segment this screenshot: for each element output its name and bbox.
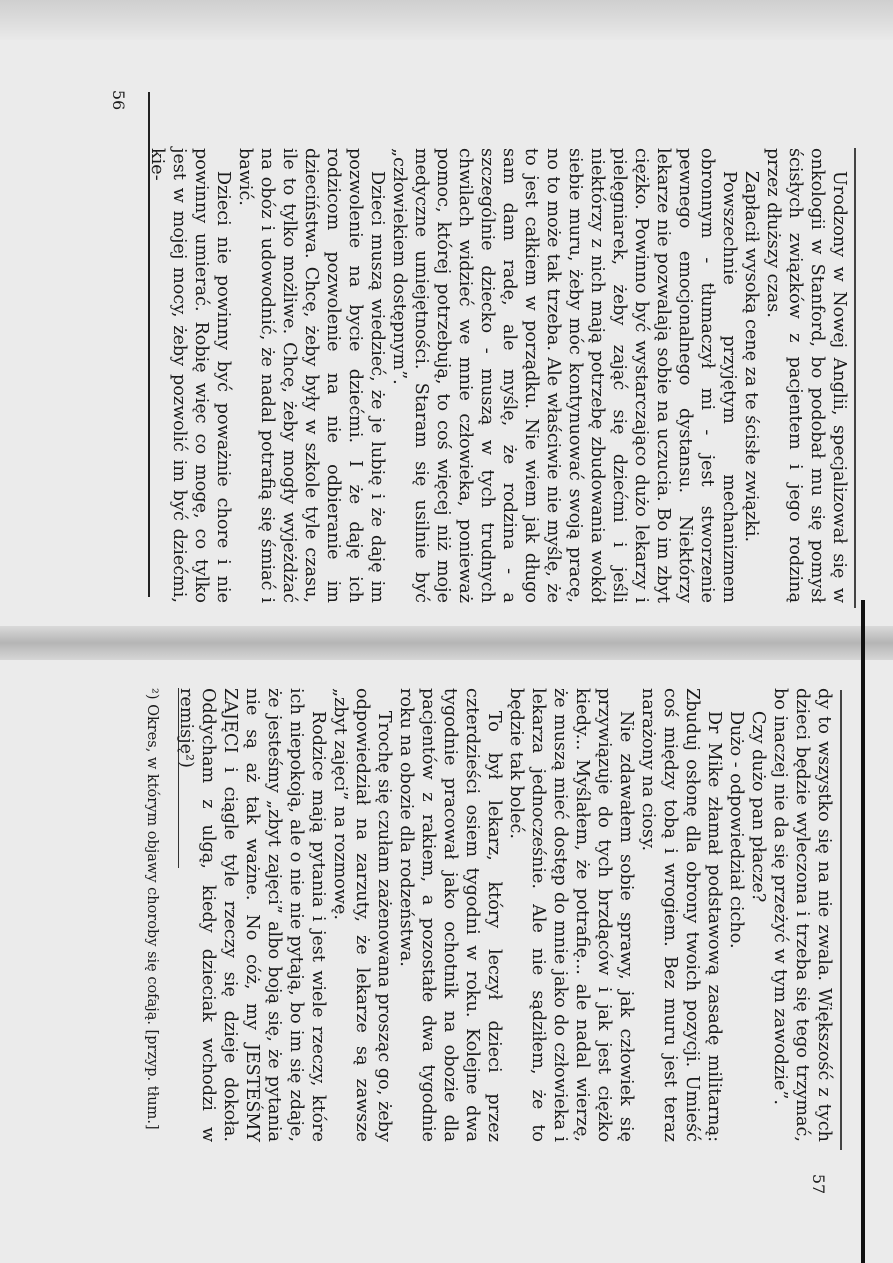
page-57-text [176, 688, 835, 1142]
footnote: ²) Okres, w którym objawy choroby się cofają. [przyp. tłum.] [144, 688, 160, 1130]
page-56-text [147, 148, 850, 603]
paragraph: Powszechnie przyjętym mechanizmem obronnym - tłumaczył mi - jest stworzenie pewnego emocjonalnego dystansu. Niektórzy lekarze nie pozwalają sobie na uczucia. Bo im zbyt ciężko. Powinno być wystarczająco dużo lekarzy i pielęgniarek, żeby zająć się dziećmi i jeśli niektórzy z nich mają potrzebę zbudowania wokół siebie muru, żeby móc kontynuować swoją pracę, no to może tak trzeba. Ale właściwie nie myślę, że to jest całkiem w porządku. Nie wiem jak długo sam dam radę, ale myślę, że rodzina - a szczególnie dziecko - muszą w tych trudnych chwilach widzieć we mnie człowieka, ponieważ pomoc, której potrzebują, to coś więcej niż moje medyczne umiejętności. Staram się usilnie być „człowiekiem dostępnym”. [389, 148, 739, 603]
paragraph: Zapłacił wysoką cenę za te ścisłe związki. [741, 170, 761, 543]
paragraph: Czy dużo pan płacze? [748, 710, 768, 903]
page-number-56: 56 [109, 89, 129, 111]
paragraph: To był lekarz, który leczył dzieci przez czterdzieści osiem tygodni w roku. Kolejne dwa tygodnie pracował jako ochotnik na obozie dla pacjentów z rakiem, a pozostałe dwa tygodnie roku na obozie dla rodzeństwa. [396, 688, 504, 1142]
paragraph: Dr Mike złamał podstawową zasadę militarną: Zbuduj osłonę dla obrony twoich pozycji. Umieść coś między tobą i wrogiem. Bez muru jest teraz narażony na ciosy. [638, 688, 724, 1142]
scan-shadow-top [0, 0, 893, 40]
paragraph: Rodzice mają pytania i jest wiele rzeczy, które ich niepokoją, ale o nie nie pytają, bo im się zdaje, że jesteśmy „zbyt zajęci” albo boją się, że pytania nie są aż tak ważne. No cóż, my JESTEŚMY ZAJĘCI i ciągle tyle rzeczy się dzieje dokoła. Oddycham z ulgą, kiedy dzieciak wchodzi w remisję²) [176, 688, 328, 1142]
paragraph: Dużo - odpowiedział cicho. [726, 710, 746, 949]
paragraph: dy to wszystko się na nie zwala. Większość z tych dzieci będzie wyleczona i trzeba się tego trzymać, bo inaczej nie da się przeżyć w tym zawodzie”. [770, 688, 834, 1142]
header-line-lower [840, 690, 842, 1150]
paragraph: Dzieci muszą wiedzieć, że je lubię i że daję im pozwolenie na bycie dziećmi. I że daję ich rodzicom pozwolenie na nie odbieranie im dzieciństwa. Chcę, żeby były w szkole tyle czasu, ile to tylko możliwe. Chcę, żeby mogły wyjeżdżać na obóz i udowodnić, że nadal potrafią się śmiać i bawić. [235, 148, 387, 603]
book-spine [0, 626, 893, 660]
paragraph: Nie zdawałem sobie sprawy, jak człowiek się przywiązuje do tych brzdąców i jak jest ciężko kiedy... Myślałem, że potrafię... ale nadal wierzę, że muszą mieć dostęp do mnie jako do człowieka i lekarza jednocześnie. Ale nie sądziłem, że to będzie tak boleć. [506, 688, 636, 1142]
paragraph: Trochę się czułam zażenowana prosząc go, żeby odpowiedział na zarzuty, że lekarze są zawsze „zbyt zajęci” na rozmowę. [330, 688, 394, 1142]
page-edge-shadow [861, 600, 865, 1263]
header-line-upper [854, 148, 856, 608]
page-number-57: 57 [809, 1173, 829, 1195]
paragraph: Urodzony w Nowej Anglii, specjalizował się w onkologii w Stanford, bo podobał mu się pomysł ścisłych związków z pacjentem i jego rodziną przez dłuższy czas. [763, 148, 849, 603]
paragraph: Dzieci nie powinny być poważnie chore i nie powinny umierać. Robię więc co mogę, co tylko jest w mojej mocy, żeby pozwolić im być dziećmi, kie- [147, 148, 233, 603]
